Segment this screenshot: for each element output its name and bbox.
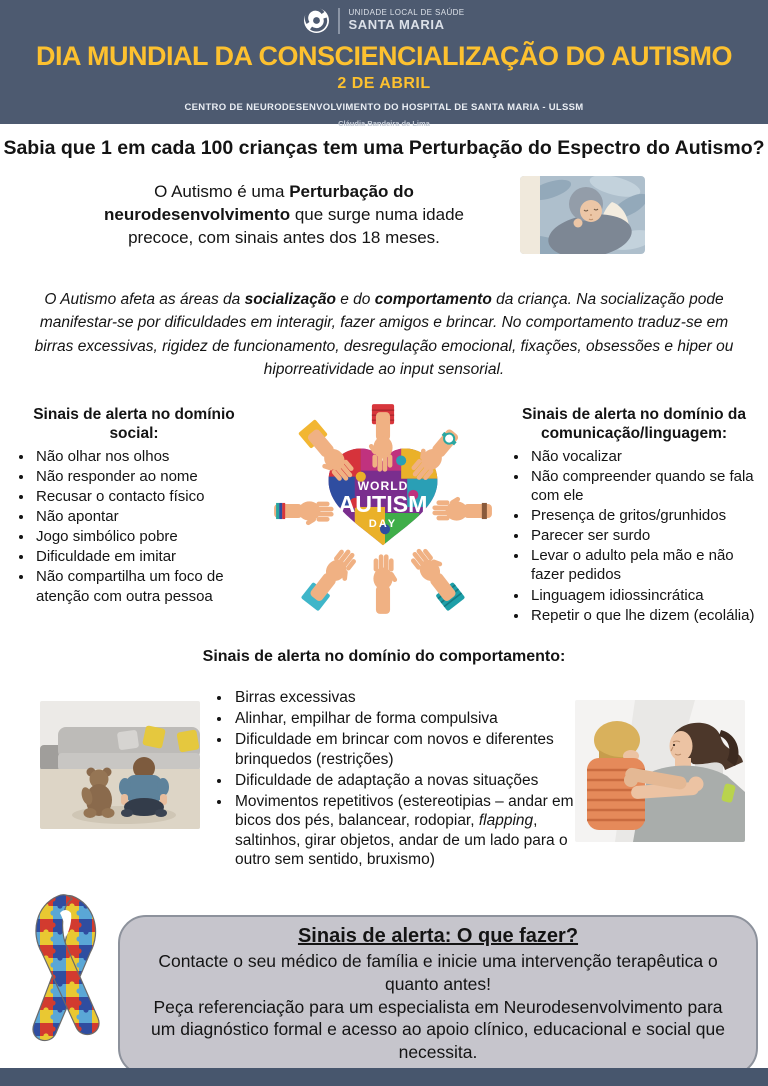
org-name-line1: UNIDADE LOCAL DE SAÚDE bbox=[348, 7, 465, 17]
behavior-signs-heading: Sinais de alerta no domínio do comportamento: bbox=[202, 648, 566, 665]
behavior-signs-list bbox=[206, 688, 604, 871]
overview-seg3: da criança. Na socialização pode manifestar-se por dificuldades em interagir, fazer amigos e brincar. No comportamento traduz-se em birras excessivas, rigidez de funcionamento, desregulação emocional, fixações, obsessões e hiper ou hiporreatividade ao input sensorial. bbox=[34, 291, 734, 378]
mother-and-child-photo bbox=[575, 700, 745, 842]
list-item: • Não compreender quando se fala com ele bbox=[529, 467, 763, 505]
list-item: • Não olhar nos olhos bbox=[34, 447, 258, 466]
intro-bold: Perturbação do neurodesenvolvimento bbox=[103, 182, 414, 224]
intro-pre: O Autismo é uma bbox=[154, 182, 290, 201]
social-signs-heading: Sinais de alerta no domínio social: bbox=[33, 406, 235, 442]
world-autism-day-hands-illustration bbox=[266, 393, 500, 629]
logo-divider bbox=[338, 8, 340, 34]
list-item bbox=[232, 792, 604, 869]
list-item: • Linguagem idiossincrática bbox=[529, 586, 763, 605]
action-box-line2: Peça referenciação para um especialista em Neurodesenvolvimento para um diagnóstico formal e acesso ao apoio clínico, educacional e social que necessita. bbox=[151, 996, 725, 1062]
heart-text-world: WORLD bbox=[357, 478, 409, 493]
question-heading: Sabia que 1 em cada 100 crianças tem uma Perturbação do Espectro do Autismo? bbox=[3, 137, 765, 159]
behavior-last-post: , saltinhos, girar objetos, andar de um lado para o outro sem sentido, bruxismo) bbox=[235, 812, 568, 868]
intro-paragraph bbox=[88, 181, 480, 250]
list-item: • Parecer ser surdo bbox=[529, 526, 763, 545]
list-item: • Birras excessivas bbox=[232, 688, 604, 707]
list-item: • Recusar o contacto físico bbox=[34, 487, 258, 506]
list-item: • Não vocalizar bbox=[529, 447, 763, 466]
org-name-line2: SANTA MARIA bbox=[348, 16, 445, 32]
list-item: • Não apontar bbox=[34, 507, 258, 526]
autism-puzzle-ribbon-icon bbox=[14, 893, 116, 1065]
social-signs-section bbox=[10, 406, 258, 607]
social-signs-list bbox=[10, 447, 258, 605]
logo bbox=[0, 0, 768, 34]
uls-logo-icon bbox=[303, 7, 330, 34]
sleeping-baby-photo bbox=[520, 176, 645, 254]
list-item: • Alinhar, empilhar de forma compulsiva bbox=[232, 709, 604, 728]
intro-post: que surge numa idade precoce, com sinais antes dos 18 meses. bbox=[128, 204, 464, 247]
list-item: • Dificuldade em imitar bbox=[34, 547, 258, 566]
list-item: • Repetir o que lhe dizem (ecolália) bbox=[529, 606, 763, 625]
overview-seg2: e do bbox=[335, 291, 375, 308]
behavior-last-italic: flapping bbox=[478, 812, 534, 830]
action-box bbox=[118, 915, 758, 1076]
overview-bold2: comportamento bbox=[374, 291, 492, 308]
list-item: • Não compartilha um foco de atenção com outra pessoa bbox=[34, 567, 258, 605]
child-with-teddy-photo bbox=[40, 701, 200, 829]
poster-date: 2 DE ABRIL bbox=[337, 75, 431, 92]
communication-signs-section bbox=[505, 406, 763, 626]
communication-signs-list bbox=[505, 447, 763, 624]
list-item: • Dificuldade de adaptação a novas situações bbox=[232, 771, 604, 790]
heart-text-day: DAY bbox=[368, 518, 398, 531]
center-name: CENTRO DE NEURODESENVOLVIMENTO DO HOSPITAL DE SANTA MARIA - ULSSM bbox=[184, 102, 584, 113]
header-banner bbox=[0, 0, 768, 128]
poster-title: DIA MUNDIAL DA CONSCIENCIALIZAÇÃO DO AUTISMO bbox=[36, 41, 732, 71]
footer-bar bbox=[0, 1068, 768, 1086]
overview-seg1: O Autismo afeta as áreas da bbox=[44, 291, 245, 308]
overview-bold1: socialização bbox=[244, 291, 336, 308]
overview-paragraph bbox=[28, 288, 740, 381]
heart-text-autism: AUTISM bbox=[338, 491, 428, 518]
list-item: • Presença de gritos/grunhidos bbox=[529, 506, 763, 525]
action-box-line1: Contacte o seu médico de família e inicie uma intervenção terapêutica o quanto antes! bbox=[158, 951, 718, 994]
action-box-title: Sinais de alerta: O que fazer? bbox=[297, 925, 579, 947]
list-item: • Dificuldade em brincar com novos e diferentes brinquedos (restrições) bbox=[232, 730, 604, 768]
list-item: • Jogo simbólico pobre bbox=[34, 527, 258, 546]
list-item: • Levar o adulto pela mão e não fazer pedidos bbox=[529, 546, 763, 584]
behavior-last-pre: Movimentos repetitivos (estereotipias – andar em bicos dos pés, balancear, rodopiar, bbox=[235, 793, 574, 830]
author-name: Cláudia Bandeira de Lima bbox=[338, 119, 430, 128]
communication-signs-heading: Sinais de alerta no domínio da comunicação/linguagem: bbox=[522, 406, 746, 442]
list-item: • Não responder ao nome bbox=[34, 467, 258, 486]
logo-text bbox=[348, 9, 464, 32]
